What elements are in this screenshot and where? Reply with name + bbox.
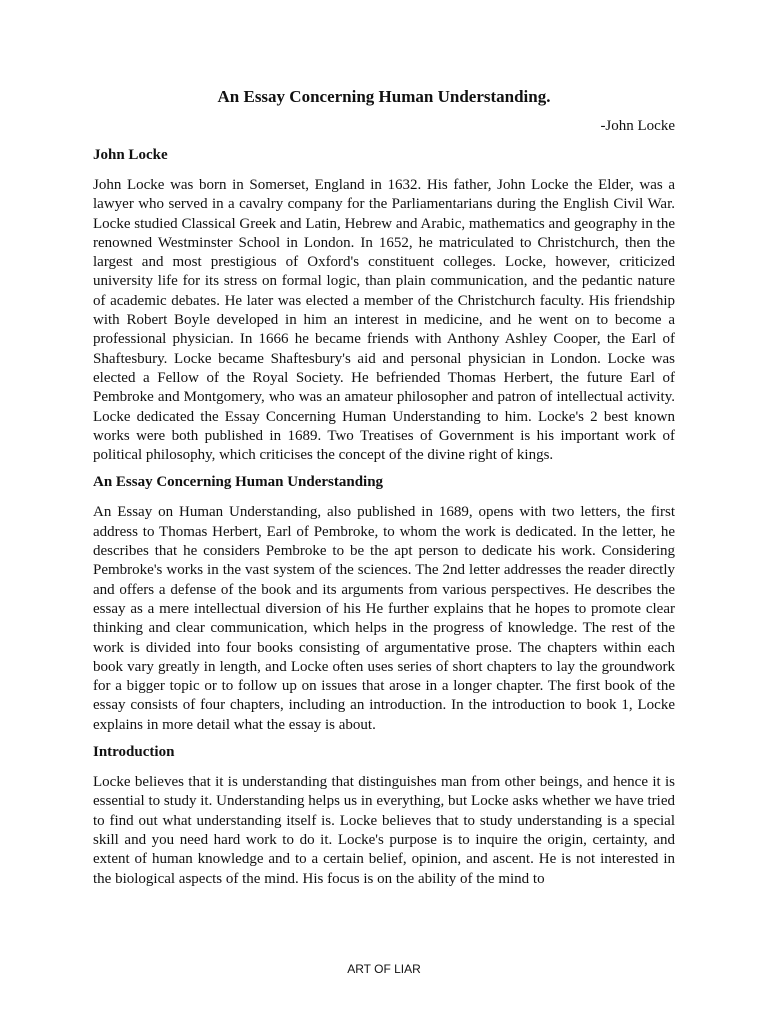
document-content (93, 86, 675, 889)
page-footer: ART OF LIAR (347, 962, 421, 976)
section-heading-essay: An Essay Concerning Human Understanding (93, 474, 384, 491)
section-heading-introduction: Introduction (93, 744, 175, 761)
section-heading-john-locke: John Locke (93, 147, 168, 163)
document-title: An Essay Concerning Human Understanding. (217, 87, 551, 106)
paragraph-essay-overview: An Essay on Human Understanding, also published in 1689, opens with two letters, the first address to Thomas Herbert, Earl of Pembroke, to whom the work is dedicated. In the letter, he describes that he considers Pembroke to be the apt person to dedicate his work. Considering Pembroke's works in the vast system of the sciences. The 2nd letter addresses the reader directly and offers a defense of the book and its arguments from various perspectives. He describes the essay as a mere intellectual diversion of his He further explains that he hopes to promote clear thinking and clear communication, which helps in the progress of knowledge. The rest of the work is divided into four books consisting of argumentative prose. The chapters within each book vary greatly in length, and Locke often uses series of short chapters to lay the groundwork for a bigger topic or to follow up on issues that arose in a longer chapter. The first book of the essay consists of four chapters, including an introduction. In the introduction to book 1, Locke explains in more detail what the essay is about. (93, 504, 675, 733)
paragraph-introduction: Locke believes that it is understanding that distinguishes man from other beings, and hence it is essential to study it. Understanding helps us in everything, but Locke asks whether we have tried to find out what understanding itself is. Locke believes that to study understanding is a special skill and you need hard work to do it. Locke's purpose is to inquire the origin, certainty, and extent of human knowledge and to a certain belief, opinion, and ascent. He is not interested in the biological aspects of the mind. His focus is on the ability of the mind to (93, 774, 675, 887)
paragraph-biography: John Locke was born in Somerset, England in 1632. His father, John Locke the Elder, was a lawyer who served in a cavalry company for the Parliamentarians during the English Civil War. Locke studied Classical Greek and Latin, Hebrew and Arabic, mathematics and geography in the renowned Westminster School in London. In 1652, he matriculated to Christchurch, then the largest and most prestigious of Oxford's constituent colleges. Locke, however, criticized university life for its stress on formal logic, than plain communication, and the pedantic nature of academic debates. He later was elected a member of the Christchurch faculty. His friendship with Robert Boyle developed in him an interest in medicine, and he went on to become a professional physician. In 1666 he became friends with Anthony Ashley Cooper, the Earl of Shaftesbury. Locke became Shaftesbury's aid and personal physician in London. Locke was elected a Fellow of the Royal Society. He befriended Thomas Herbert, the future Earl of Pembroke and Montgomery, who was an amateur philosopher and patron of intellectual activity. Locke dedicated the Essay Concerning Human Understanding to him. Locke's 2 best known works were both published in 1689. Two Treatises of Government is his important work of political philosophy, which criticises the concept of the divine right of kings. (93, 177, 675, 464)
author-byline: -John Locke (600, 118, 675, 134)
